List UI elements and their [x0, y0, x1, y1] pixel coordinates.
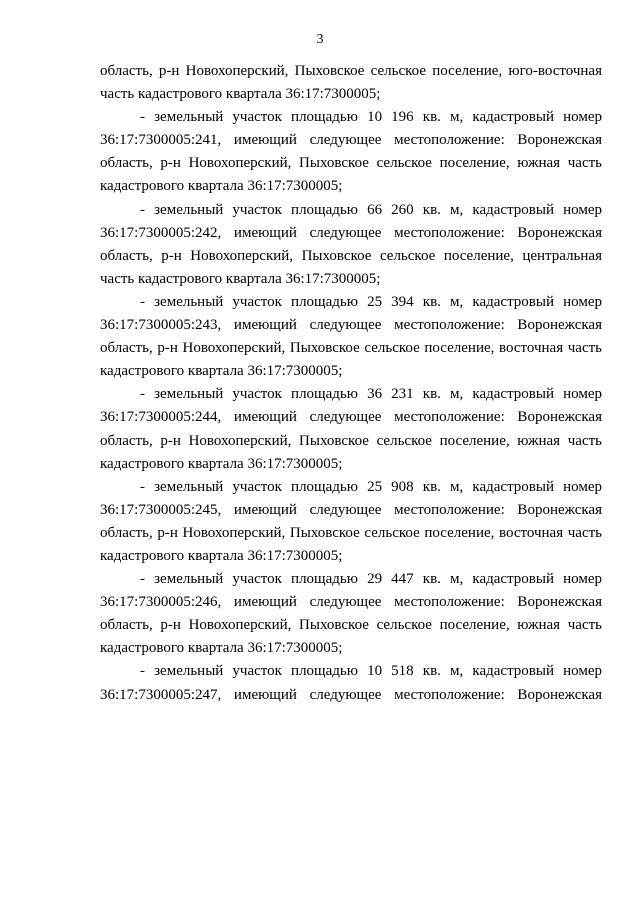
document-body	[100, 60, 602, 707]
text-line: - земельный участок площадью 10 518 кв. м, кадастровый номер	[140, 663, 602, 680]
text-line: 36:17:7300005:241, имеющий следующее местоположение: Воронежская	[100, 132, 602, 149]
text-line: область, р-н Новохоперский, Пыховское сельское поселение, восточная часть	[100, 524, 602, 541]
text-line: область, р-н Новохоперский, Пыховское сельское поселение, южная часть	[100, 617, 602, 634]
text-line: область, р-н Новохоперский, Пыховское сельское поселение, южная часть	[100, 432, 602, 449]
text-line: 36:17:7300005:244, имеющий следующее местоположение: Воронежская	[100, 409, 602, 426]
text-line: 36:17:7300005:246, имеющий следующее местоположение: Воронежская	[100, 594, 602, 611]
text-line: кадастрового квартала 36:17:7300005;	[100, 178, 343, 195]
text-line: - земельный участок площадью 29 447 кв. м, кадастровый номер	[140, 571, 602, 588]
text-line: - земельный участок площадью 10 196 кв. м, кадастровый номер	[140, 109, 602, 126]
page-number: 3	[316, 32, 324, 47]
text-line: 36:17:7300005:243, имеющий следующее местоположение: Воронежская	[100, 317, 602, 334]
text-line: область, р-н Новохоперский, Пыховское сельское поселение, центральная	[100, 247, 602, 264]
text-line: - земельный участок площадью 25 394 кв. м, кадастровый номер	[140, 293, 602, 310]
text-line: область, р-н Новохоперский, Пыховское сельское поселение, южная часть	[100, 155, 602, 172]
text-line: 36:17:7300005:245, имеющий следующее местоположение: Воронежская	[100, 501, 602, 518]
text-line: область, р-н Новохоперский, Пыховское сельское поселение, восточная часть	[100, 340, 602, 357]
text-line: 36:17:7300005:247, имеющий следующее местоположение: Воронежская	[100, 686, 602, 703]
text-line: кадастрового квартала 36:17:7300005;	[100, 547, 343, 564]
text-line: кадастрового квартала 36:17:7300005;	[100, 363, 343, 380]
text-line: часть кадастрового квартала 36:17:7300005;	[100, 270, 381, 287]
text-line: область, р-н Новохоперский, Пыховское сельское поселение, юго-восточная	[100, 63, 602, 79]
text-line: кадастрового квартала 36:17:7300005;	[100, 455, 343, 472]
text-line: - земельный участок площадью 66 260 кв. м, кадастровый номер	[140, 201, 602, 218]
text-line: - земельный участок площадью 25 908 кв. м, кадастровый номер	[140, 478, 602, 495]
text-line: кадастрового квартала 36:17:7300005;	[100, 640, 343, 657]
text-line: 36:17:7300005:242, имеющий следующее местоположение: Воронежская	[100, 224, 602, 241]
text-line: часть кадастрового квартала 36:17:7300005;	[100, 86, 381, 103]
text-line: - земельный участок площадью 36 231 кв. м, кадастровый номер	[140, 386, 602, 403]
